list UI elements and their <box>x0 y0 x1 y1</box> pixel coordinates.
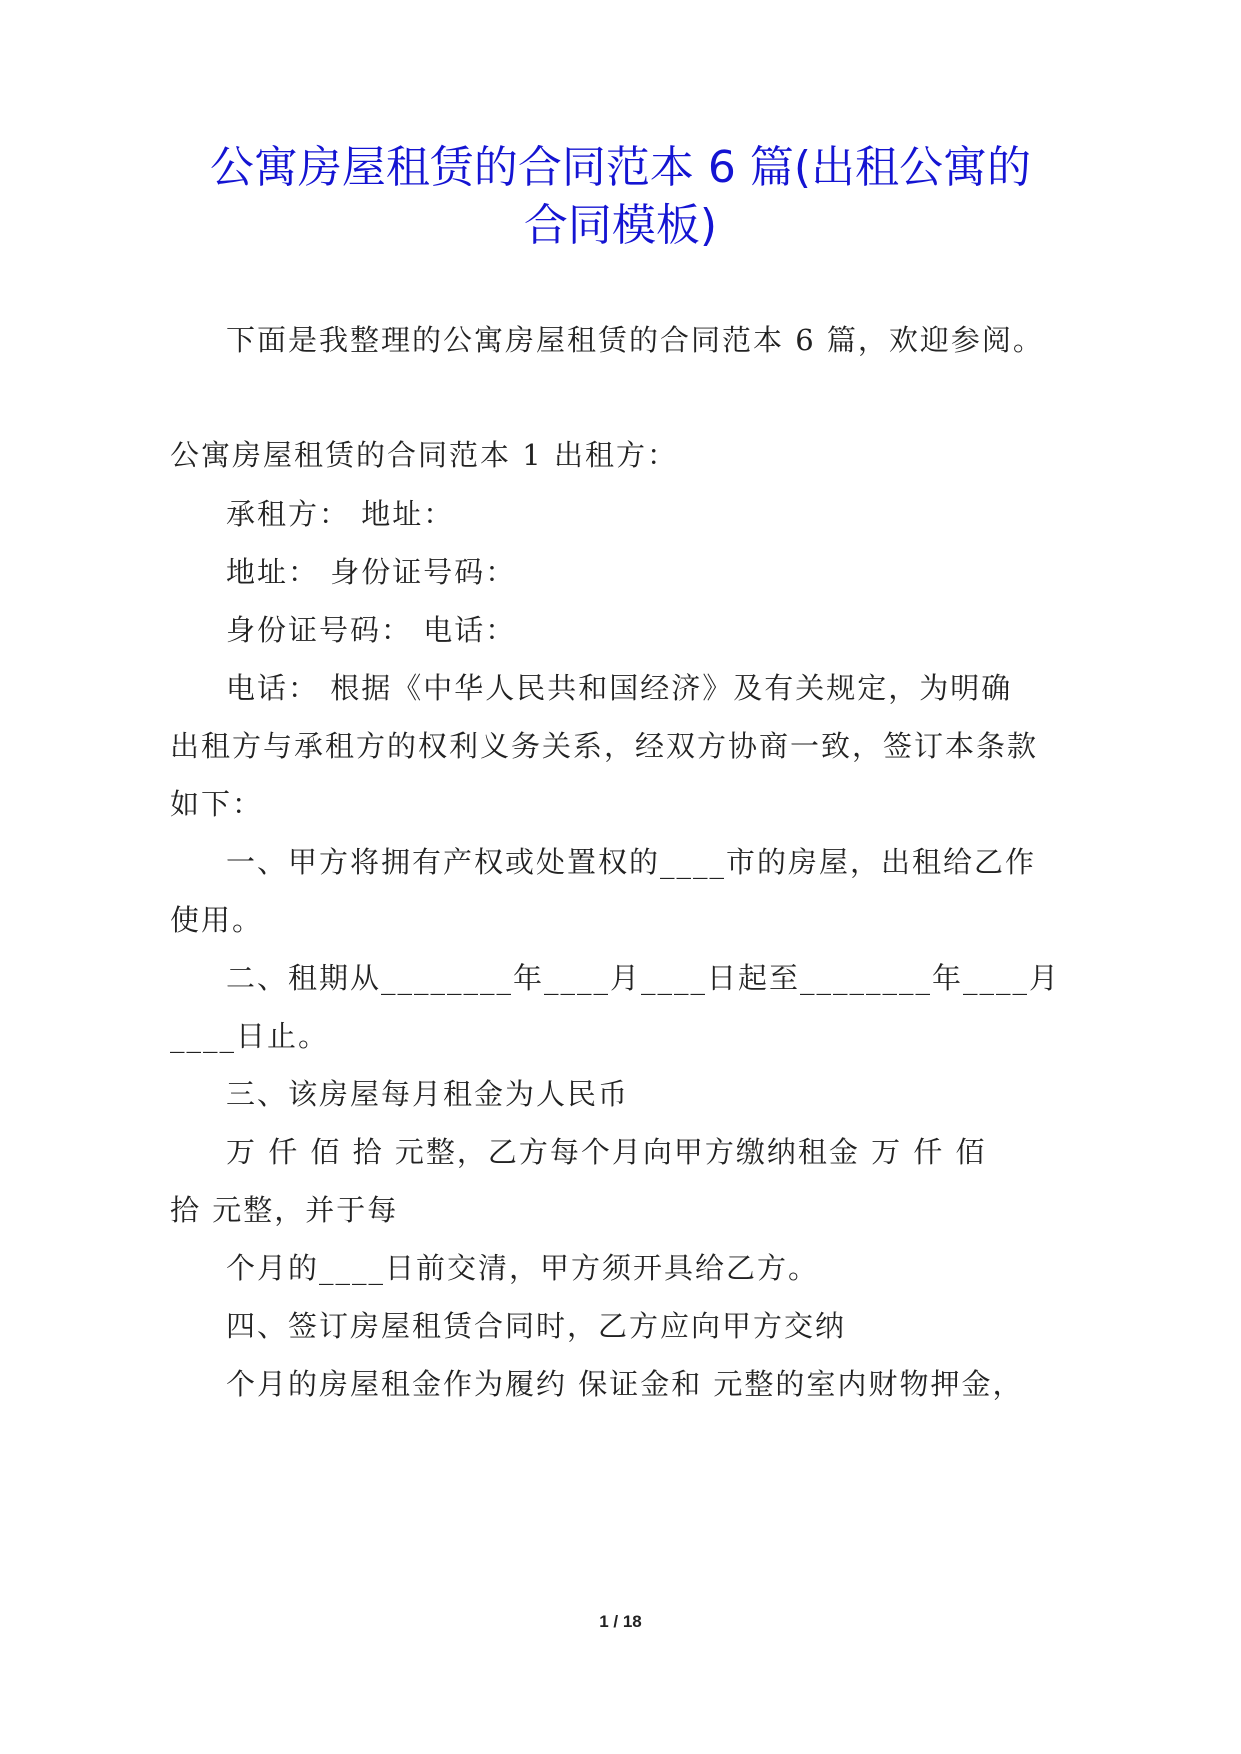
document-title-line-1: 公寓房屋租赁的合同范本 6 篇(出租公寓的 <box>209 142 1032 193</box>
text-line: 如下： <box>170 787 264 821</box>
text-line: 一、甲方将拥有产权或处置权的____市的房屋，出租给乙作 <box>226 845 1037 879</box>
text-line: 身份证号码： 电话： <box>226 613 517 647</box>
text-line: 个月的房屋租金作为履约 保证金和 元整的室内财物押金， <box>226 1367 1024 1401</box>
text-line: 承租方： 地址： <box>226 497 455 531</box>
text-line: ____日止。 <box>170 1019 330 1053</box>
section-heading: 公寓房屋租赁的合同范本 1 <box>170 438 543 472</box>
text-line: 万 仟 佰 拾 元整，乙方每个月向甲方缴纳租金 万 仟 佰 <box>226 1135 987 1169</box>
document-title-line-2: 合同模板) <box>523 200 718 251</box>
text-line: 个月的____日前交清，甲方须开具给乙方。 <box>226 1251 820 1285</box>
text-line: 出租方与承租方的权利义务关系，经双方协商一致，签订本条款 <box>170 729 1039 763</box>
text-line: 四、签订房屋租赁合同时，乙方应向甲方交纳 <box>226 1309 847 1343</box>
text-line: 二、租期从________年____月____日起至________年____月 <box>226 961 1061 995</box>
text-line: 地址： 身份证号码： <box>226 555 517 589</box>
text-line: 拾 元整，并于每 <box>170 1193 399 1227</box>
text-line: 使用。 <box>170 903 264 937</box>
page-number: 1 / 18 <box>599 1612 642 1631</box>
text-line: 三、该房屋每月租金为人民币 <box>226 1077 630 1111</box>
text-line: 电话： 根据《中华人民共和国经济》及有关规定，为明确 <box>226 671 1013 705</box>
section-heading-lessor: 出租方： <box>554 438 679 472</box>
intro-paragraph: 下面是我整理的公寓房屋租赁的合同范本 6 篇，欢迎参阅。 <box>226 323 1044 357</box>
